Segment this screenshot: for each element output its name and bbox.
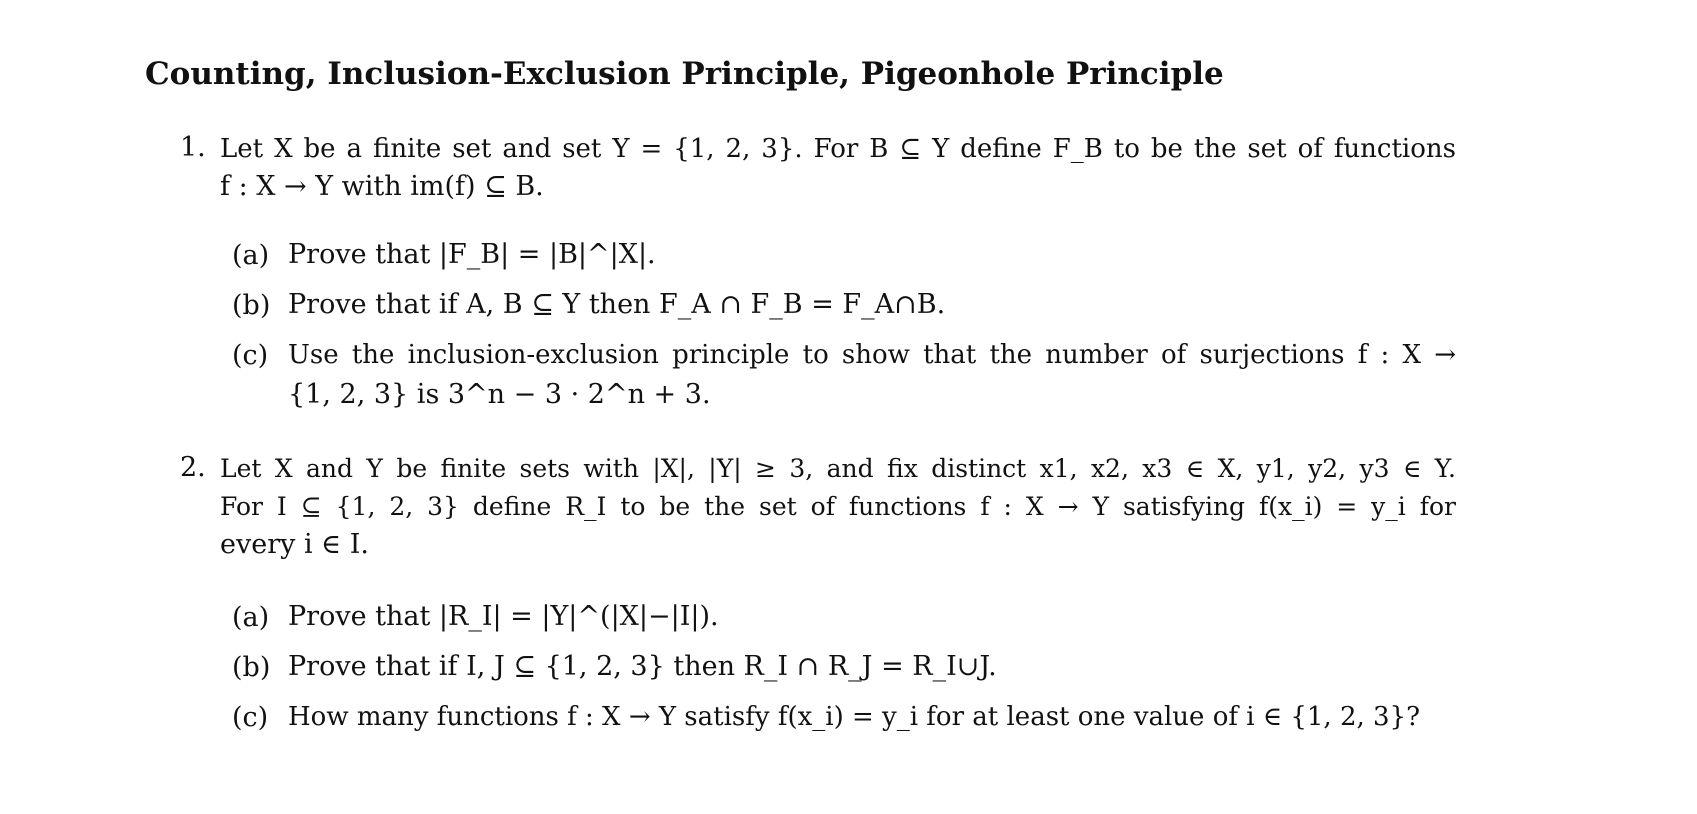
- subpart-label: (c): [232, 702, 269, 733]
- subpart-text: Prove that if I, J ⊆ {1, 2, 3} then R_I ∩ R_J = R_I∪J.: [288, 651, 997, 682]
- subpart-text: Use the inclusion-exclusion principle to show that the number of surjections f : X →: [288, 340, 1456, 370]
- subpart-text: Prove that if A, B ⊆ Y then F_A ∩ F_B = F_A∩B.: [288, 289, 946, 320]
- page-title: Counting, Inclusion-Exclusion Principle, Pigeonhole Principle: [145, 56, 1224, 92]
- subpart-text: How many functions f : X → Y satisfy f(x_i) = y_i for at least one value of i ∈ {1, 2, 3}?: [288, 702, 1421, 732]
- problem-text-line: every i ∈ I.: [220, 529, 369, 560]
- problem-number: 1.: [180, 132, 206, 163]
- subpart-text: {1, 2, 3} is 3^n − 3 · 2^n + 3.: [288, 379, 711, 410]
- subpart-label: (b): [232, 652, 271, 683]
- subpart-label: (a): [232, 602, 270, 633]
- problem-text-line: Let X and Y be finite sets with |X|, |Y| ≥ 3, and fix distinct x1, x2, x3 ∈ X, y1, y2, y3 ∈ Y.: [220, 454, 1456, 483]
- subpart-text: Prove that |R_I| = |Y|^(|X|−|I|).: [288, 601, 719, 632]
- problem-text-line: Let X be a finite set and set Y = {1, 2, 3}. For B ⊆ Y define F_B to be the set of functions: [220, 134, 1456, 164]
- subpart-label: (c): [232, 340, 269, 371]
- problem-text-line: For I ⊆ {1, 2, 3} define R_I to be the set of functions f : X → Y satisfying f(x_i) = y_i for: [220, 492, 1456, 521]
- problem-text-line: f : X → Y with im(f) ⊆ B.: [220, 171, 544, 202]
- subpart-text: Prove that |F_B| = |B|^|X|.: [288, 239, 656, 270]
- subpart-label: (b): [232, 290, 271, 321]
- problem-number: 2.: [180, 452, 206, 483]
- subpart-label: (a): [232, 240, 270, 271]
